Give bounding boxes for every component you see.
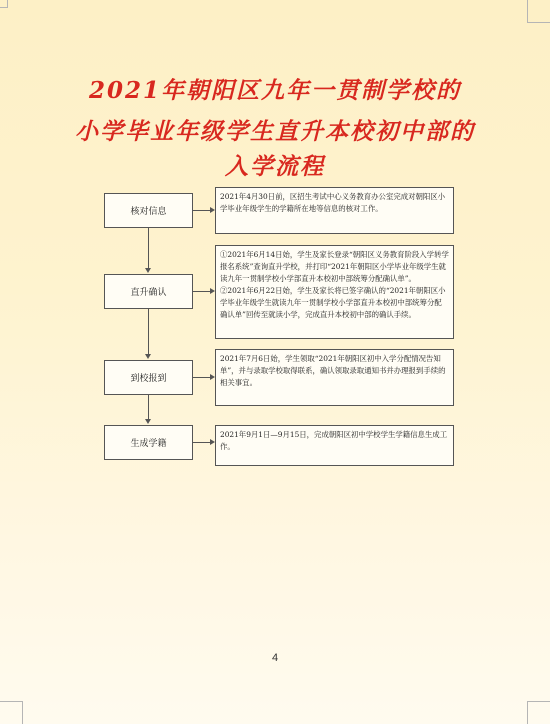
- step-desc-confirm-promotion: [215, 245, 454, 339]
- step-box-generate-record: [104, 425, 193, 460]
- arrow-right-icon: [210, 439, 215, 445]
- arrow-down-icon: [145, 354, 151, 359]
- step-box-report-to-school: [104, 360, 193, 395]
- title-line-1: 2021年朝阳区九年一贯制学校的: [88, 77, 461, 104]
- connector-line: [193, 377, 210, 378]
- step-label: 直升确认: [130, 288, 167, 298]
- step-desc-generate-record: [215, 425, 454, 466]
- step-desc-verify-info: [215, 187, 454, 234]
- page-number: 4: [271, 652, 279, 664]
- desc-text: 2021年4月30日前，区招生考试中心义务教育办公室完成对朝阳区小学毕业年级学生的学籍所在地等信息的核对工作。: [220, 192, 446, 213]
- connector-line: [148, 228, 149, 268]
- arrow-right-icon: [210, 207, 215, 213]
- step-desc-report-to-school: [215, 349, 454, 406]
- step-label: 核对信息: [130, 207, 167, 217]
- crop-mark: [0, 0, 8, 8]
- step-label: 生成学籍: [130, 439, 167, 449]
- step-box-confirm-promotion: [104, 274, 193, 309]
- desc-text: 2021年7月6日始，学生领取“2021年朝阳区初中入学分配情况告知单”，并与录取学校取得联系，确认领取录取通知书并办理报到手续的相关事宜。: [220, 354, 446, 387]
- desc-text: ②2021年6月22日始，学生及家长将已签字确认的“2021年朝阳区小学毕业年级学生就读九年一贯制学校小学部直升本校初中部统筹分配确认单”回传至就读小学，完成直升本校初中部的确认手续。: [220, 286, 446, 319]
- connector-line: [148, 395, 149, 419]
- arrow-down-icon: [145, 419, 151, 424]
- desc-text: ①2021年6月14日始，学生及家长登录“朝阳区义务教育阶段入学转学报名系统”查询直升学校，并打印“2021年朝阳区小学毕业年级学生就读九年一贯制学校小学部直升本校初中部统筹分配确认单”。: [220, 250, 449, 283]
- desc-text: 2021年9月1日—9月15日，完成朝阳区初中学校学生学籍信息生成工作。: [220, 430, 448, 451]
- step-label: 到校报到: [130, 374, 167, 384]
- step-box-verify-info: [104, 193, 193, 228]
- connector-line: [193, 442, 210, 443]
- connector-line: [148, 309, 149, 354]
- arrow-down-icon: [145, 268, 151, 273]
- arrow-right-icon: [210, 374, 215, 380]
- crop-mark: [527, 0, 550, 23]
- arrow-right-icon: [210, 288, 215, 294]
- title-line-3: 入学流程: [225, 153, 325, 180]
- title-line-2: 小学毕业年级学生直升本校初中部的: [75, 118, 475, 145]
- connector-line: [193, 210, 210, 211]
- connector-line: [193, 291, 210, 292]
- crop-mark: [527, 701, 550, 724]
- crop-mark: [0, 701, 23, 724]
